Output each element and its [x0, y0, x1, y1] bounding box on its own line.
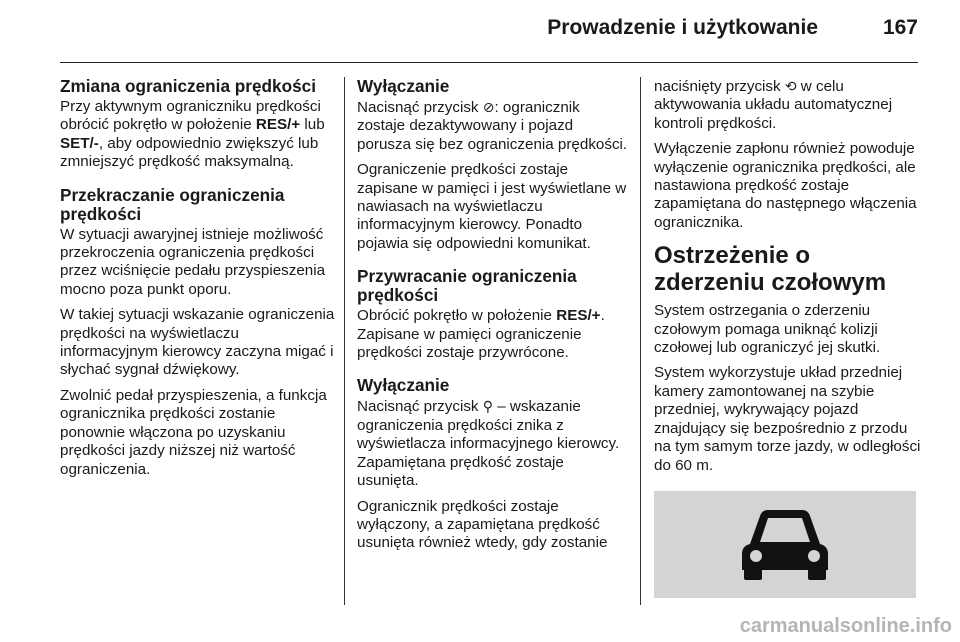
section-speed-limit-change	[60, 77, 335, 172]
paragraph: Ograniczenie prędkości zostaje zapisane w pamięci i jest wyświetlane w nawiasach na wyświetlaczu informacyjnym kierowcy. Ponadto pojawia się odpowiedni komunikat.	[357, 161, 627, 252]
section-heading: Wyłączanie	[357, 76, 450, 96]
page-number: 167	[882, 16, 918, 39]
header-divider	[60, 62, 918, 63]
section-heading: Przywracanie ograniczenia prędkości	[357, 266, 577, 306]
paragraph: System wykorzystuje układ przedniej kamery zamontowanej na szybie przedniej, wykrywający pojazd znajdujący się bezpośrednio z przodu na tym samym torze jazdy, w odległości do 60 m.	[654, 364, 921, 474]
paragraph: System ostrzegania o zderzeniu czołowym pomaga uniknąć kolizji czołowej lub ograniczyć jej skutki.	[654, 302, 881, 357]
section-exceeding-speed-limit	[60, 186, 335, 479]
section-switch-off	[357, 376, 629, 552]
paragraph: W sytuacji awaryjnej istnieje możliwość przekroczenia ograniczenia prędkości przez wciśnięcie pedału przyspieszenia mocno poza punkt oporu.	[60, 225, 326, 298]
column-2	[357, 77, 629, 567]
column-divider-2	[640, 77, 641, 605]
section-heading: Zmiana ograniczenia prędkości	[60, 76, 316, 96]
limiter-off-icon: ⊘	[482, 99, 495, 115]
paragraph: Przy aktywnym ograniczniku prędkości obrócić pokrętło w położenie RES/+ lub SET/-, aby odpowiednio zwiększyć lub zmniejszyć prędkość maksymalną.	[60, 98, 325, 171]
collision-warning-car-icon	[654, 491, 916, 598]
section-heading: Wyłączanie	[357, 375, 450, 396]
column-3	[654, 77, 924, 598]
paragraph: W takiej sytuacji wskazanie ograniczenia prędkości na wyświetlaczu informacyjnym kierowcy zaczyna migać i słychać sygnał dźwiękowy.	[60, 306, 335, 379]
paragraph: Ogranicznik prędkości zostaje wyłączony, a zapamiętana prędkość usunięta również wtedy, gdy zostanie	[357, 497, 608, 552]
section-deactivation	[357, 77, 629, 253]
paragraph: Wyłączenie zapłonu również powoduje wyłączenie ogranicznika prędkości, ale nastawiona prędkość zostaje zapamiętana do następnego włączenia ogranicznika.	[654, 140, 917, 231]
column-1	[60, 77, 335, 493]
watermark: carmanualsonline.info	[739, 615, 952, 637]
section-heading: Przekraczanie ograniczenia prędkości	[60, 184, 285, 224]
paragraph: Nacisnąć przycisk ⊘: ogranicznik zostaje dezaktywowany i pojazd porusza się bez ograniczenia prędkości.	[357, 99, 628, 153]
chapter-heading-collision-warning: Ostrzeżenie o zderzeniu czołowym	[654, 242, 887, 297]
column-divider-1	[344, 77, 345, 605]
paragraph: Obrócić pokrętło w położenie RES/+. Zapisane w pamięci ograniczenie prędkości zostaje przywrócone.	[357, 307, 605, 362]
paragraph: naciśnięty przycisk ⟲ w celu aktywowania układu automatycznej kontroli prędkości.	[654, 78, 893, 132]
page-header-title: Prowadzenie i użytkowanie	[547, 16, 818, 39]
car-front-icon	[730, 504, 840, 584]
limiter-button-icon: ⚲	[482, 398, 494, 415]
cruise-control-icon: ⟲	[784, 78, 797, 94]
section-restore-speed-limit	[357, 267, 629, 362]
paragraph: Zwolnić pedał przyspieszenia, a funkcja ogranicznika prędkości zostanie ponownie włączona po uzyskaniu prędkości jazdy niższej niż wartość ograniczenia.	[60, 386, 327, 478]
paragraph: Nacisnąć przycisk ⚲ – wskazanie ograniczenia prędkości znika z wyświetlacza informacyjnego kierowcy. Zapamiętana prędkość zostaje usunięta.	[357, 398, 620, 490]
